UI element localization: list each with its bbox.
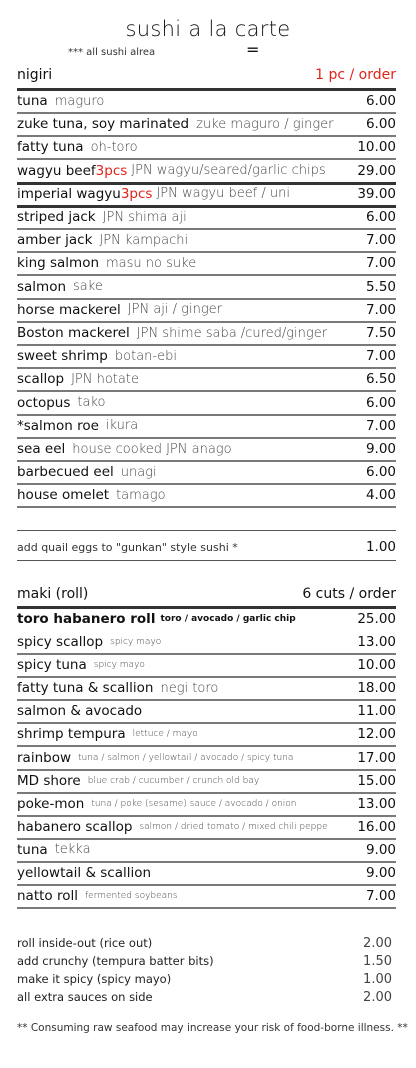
nigiri-item [17,160,396,182]
featured-price: 25.00 [357,611,396,627]
maki-item-desc: salmon / dried tomato / mixed chili peppe [139,821,328,832]
maki-unit: 6 cuts / order [302,586,396,602]
equals-mark: = [246,40,260,59]
maki-item-desc: spicy mayo [110,637,162,647]
nigiri-item-name: Boston mackerel [17,325,130,341]
nigiri-item-desc: JPN wagyu/seared/garlic chips [131,163,326,179]
extra-label: roll inside-out (rice out) [17,936,153,950]
maki-item [17,700,396,722]
nigiri-item-name: fatty tuna [17,139,84,156]
nigiri-item-price: 6.00 [365,394,396,411]
maki-item-price: 18.00 [357,680,396,697]
maki-item [17,677,396,699]
maki-item-desc: negi toro [160,680,219,696]
nigiri-item-price: 7.00 [365,255,396,272]
nigiri-item-desc: unagi [120,464,157,480]
nigiri-unit: 1 pc / order [315,67,396,83]
maki-item-price: 10.00 [357,657,396,674]
nigiri-item-name: tuna [17,93,48,109]
maki-row-divider [17,907,396,909]
nigiri-item-name: scallop [17,371,65,388]
maki-item-desc: tuna / salmon / yellowtail / avocado / spicy tuna [78,752,294,763]
extra-row [17,988,392,1006]
nigiri-item-price: 6.50 [365,371,396,388]
maki-item-price: 16.00 [357,818,396,835]
maki-item-name: habanero scallop [17,818,133,835]
addon-label: add quail eggs to "gunkan" style sushi * [17,540,238,554]
nigiri-item-name: sweet shrimp [17,348,108,365]
nigiri-item-price: 9.00 [365,441,396,457]
nigiri-item-desc: maguro [54,93,105,109]
maki-item-desc: blue crab / cucumber / crunch old bay [87,775,260,786]
maki-item-price: 12.00 [357,726,396,743]
maki-header [17,586,396,602]
maki-item [17,862,396,884]
extra-price: 2.00 [363,935,392,951]
nigiri-item-price: 7.00 [365,348,396,365]
extra-label: add crunchy (tempura batter bits) [17,954,214,968]
nigiri-item-desc: JPN wagyu beef / uni [156,186,291,202]
menu-title: sushi a la carte [125,17,291,41]
roll-extras [17,934,392,1006]
nigiri-header [17,67,396,83]
nigiri-item-price: 10.00 [357,139,396,156]
nigiri-item-desc: sake [73,279,103,295]
extra-row [17,970,392,988]
nigiri-row-divider [17,506,396,508]
nigiri-item-name: barbecued eel [17,464,114,481]
nigiri-item [17,252,396,274]
addon-divider-bottom [17,560,396,561]
maki-item [17,723,396,745]
nigiri-item [17,90,396,112]
nigiri-item-price: 7.00 [365,232,396,249]
addon-divider-top [17,530,396,531]
maki-item-price: 17.00 [357,749,396,766]
extra-row [17,952,392,970]
raw-seafood-warning: ** Consuming raw seafood may increase your risk of food-borne illness. ** [17,1022,408,1034]
nigiri-item-price: 39.00 [357,185,396,202]
nigiri-item-desc: masu no suke [106,255,197,271]
nigiri-item-price: 6.00 [365,464,396,481]
maki-item-name: yellowtail & scallion [17,865,152,881]
extra-label: all extra sauces on side [17,990,153,1004]
nigiri-item-desc: JPN kampachi [99,232,189,248]
nigiri-item [17,136,396,158]
nigiri-item [17,461,396,483]
nigiri-item-desc: ikura [105,418,139,434]
nigiri-item-price: 29.00 [357,162,396,179]
nigiri-item-price: 7.50 [365,325,396,341]
extra-price: 2.00 [363,989,392,1005]
nigiri-item-count: 3pcs [95,162,128,179]
maki-heading: maki (roll) [17,586,89,602]
maki-item-price: 11.00 [357,703,396,720]
maki-item-name: shrimp tempura [17,726,126,743]
maki-item-price: 15.00 [357,772,396,789]
maki-item [17,631,396,653]
maki-item [17,816,396,838]
nigiri-item-name: horse mackerel [17,301,121,318]
nigiri-item [17,438,396,460]
featured-desc: toro / avocado / garlic chip [160,614,296,624]
nigiri-item-count: 3pcs [120,185,153,202]
nigiri-item-desc: oh-toro [90,139,138,155]
quail-egg-addon [17,536,396,558]
maki-item-name: spicy scallop [17,634,104,650]
maki-item-desc: fermented soybeans [84,891,178,902]
nigiri-item [17,392,396,414]
maki-featured-item [17,608,396,630]
nigiri-item-price: 4.00 [365,487,396,504]
nigiri-item-name: sea eel [17,441,66,457]
nigiri-item-name: king salmon [17,255,100,272]
nigiri-item-name: octopus [17,394,71,411]
nigiri-item-name: striped jack [17,209,96,225]
nigiri-item [17,484,396,506]
nigiri-item [17,183,396,205]
nigiri-item-name: imperial wagyu [17,185,121,202]
nigiri-item-price: 7.00 [365,417,396,434]
maki-item-name: natto roll [17,888,78,905]
nigiri-item-name: salmon [17,278,67,295]
nigiri-item-desc: house cooked JPN anago [72,441,232,457]
nigiri-item-name: *salmon roe [17,417,99,434]
nigiri-item-price: 5.50 [365,278,396,295]
maki-item-name: rainbow [17,749,71,766]
nigiri-item [17,322,396,344]
maki-item-desc: spicy mayo [93,660,145,671]
nigiri-item-desc: zuke maguro / ginger [196,116,334,132]
maki-item-name: fatty tuna & scallion [17,680,154,697]
nigiri-item-name: wagyu beef [17,162,96,179]
maki-item [17,770,396,792]
extra-price: 1.50 [363,953,392,969]
maki-item-name: MD shore [17,772,81,789]
nigiri-item-name: zuke tuna, soy marinated [17,116,190,133]
nigiri-item-desc: JPN shime saba /cured/ginger [136,325,328,341]
maki-item-price: 7.00 [365,888,396,905]
nigiri-item [17,229,396,251]
nigiri-item-desc: tamago [116,487,166,503]
extra-row [17,934,392,952]
maki-item [17,885,396,907]
featured-name: toro habanero roll [17,611,156,627]
nigiri-heading: nigiri [17,67,53,83]
maki-item-name: spicy tuna [17,657,87,674]
nigiri-item-price: 6.00 [365,93,396,109]
maki-item [17,654,396,676]
nigiri-item-name: house omelet [17,487,110,504]
nigiri-item-desc: JPN hotate [71,371,139,387]
nigiri-item-desc: JPN aji / ginger [127,302,222,318]
nigiri-item-desc: tako [77,395,106,411]
extra-label: make it spicy (spicy mayo) [17,972,172,986]
nigiri-item [17,345,396,367]
sushi-note: *** all sushi alrea [68,47,156,58]
maki-item [17,793,396,815]
extra-price: 1.00 [363,971,392,987]
nigiri-item [17,299,396,321]
nigiri-item [17,206,396,228]
maki-item-name: poke-mon [17,795,85,812]
nigiri-item-price: 6.00 [365,116,396,133]
maki-item-name: tuna [17,841,48,858]
nigiri-item [17,368,396,390]
nigiri-item [17,113,396,135]
nigiri-item-name: amber jack [17,232,93,249]
addon-price: 1.00 [365,539,396,555]
maki-item-price: 13.00 [357,795,396,812]
maki-item-desc: lettuce / mayo [132,729,198,740]
maki-item-price: 9.00 [365,841,396,858]
nigiri-item-price: 6.00 [365,209,396,225]
maki-item-desc: tekka [54,842,91,858]
nigiri-item [17,415,396,437]
maki-item [17,839,396,861]
maki-item [17,747,396,769]
maki-item-price: 9.00 [365,865,396,881]
nigiri-item-desc: botan-ebi [114,348,177,364]
maki-item-desc: tuna / poke (sesame) sauce / avocado / onion [91,798,297,809]
nigiri-item [17,276,396,298]
nigiri-item-price: 7.00 [365,301,396,318]
maki-item-price: 13.00 [357,634,396,650]
maki-item-name: salmon & avocado [17,703,143,720]
nigiri-item-desc: JPN shima aji [102,209,187,225]
